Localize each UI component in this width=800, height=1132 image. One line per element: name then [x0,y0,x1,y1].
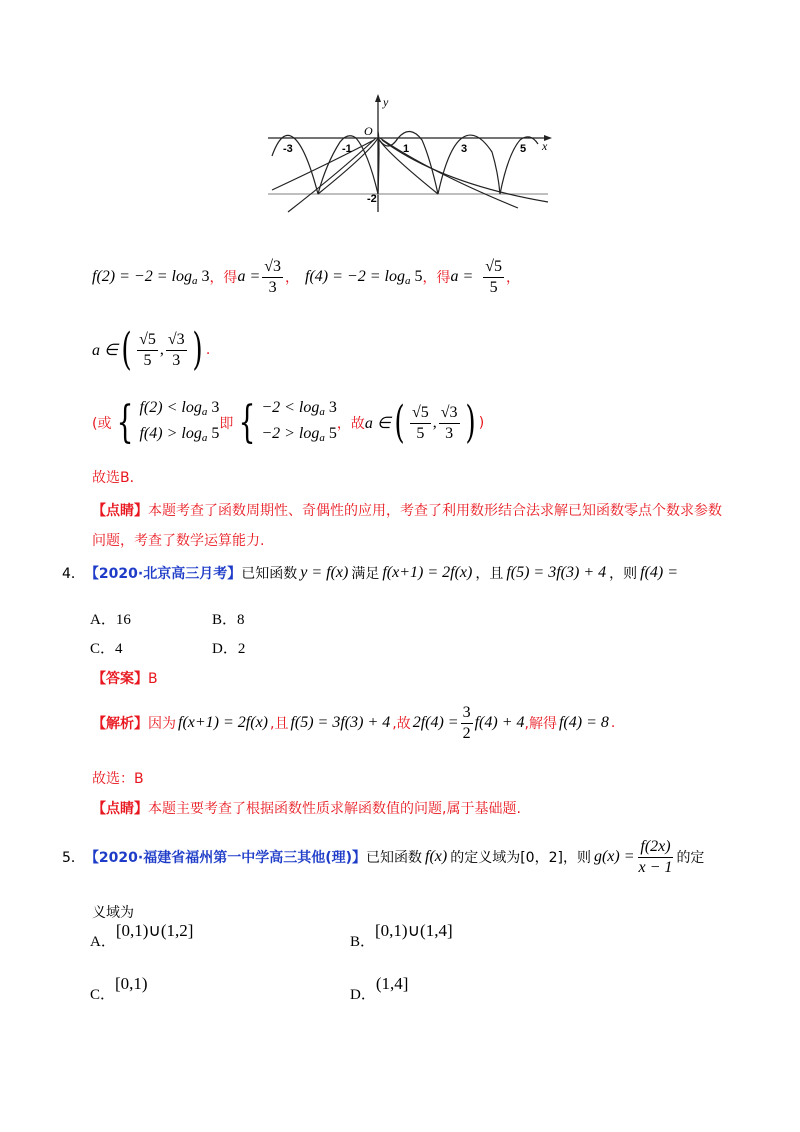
text-comma-2: ， [506,270,521,286]
q4-analysis: 【解析】 因为 f(x+1) = 2f(x) ,且 f(5) = 3f(3) + 4 ,故 2f(4) = $\frac{3}{2}$ f(4) + 4 ,解得 f(4) = 8 . [92,703,616,742]
expr-a-in: a ∈ [92,342,118,359]
expr-gx-lhs: g(x) = [593,848,635,865]
tick-label-neg2: -2 [367,193,377,205]
tick-label-1: 1 [403,143,410,155]
expr-f5: f(5) = 3f(3) + 4 [506,564,607,581]
solution-line-3 [92,398,484,448]
solution-line-2 [92,326,210,374]
question-number: 4． [62,566,85,582]
x-axis-label: x [542,139,548,153]
comment-q3-line1: 【点睛】本题考查了函数周期性、奇偶性的应用，考查了利用数形结合法求解已知函数零点个数求参数 [92,503,722,519]
origin-label: O [364,124,373,138]
frac-sqrt5-over-5-b: $\frac{√5}{5}$ [139,330,156,369]
analysis-expr-3b: f(4) + 4 [474,714,525,731]
expr-fx: f(x) [425,848,448,865]
text-gu: ，故 [336,416,365,432]
q5-option-a[interactable]: A． [0,1)∪(1,2] [90,921,194,950]
left-brace-2: { [238,397,256,448]
stem-text-3: ，且 [475,566,504,582]
right-paren-2: ) [464,397,476,448]
expr-f4-log: $f(4) = -2 = \log_a 5$ [305,267,423,287]
analysis-expr-1: f(x+1) = 2f(x) [178,714,268,731]
question-5-stem [62,832,704,882]
question-source: 【2020·北京高三月考】 [84,566,242,582]
left-paren-2: ( [394,397,405,448]
expr-a-eq-1: a = [237,268,261,285]
stem-text-1: 已知函数 [366,850,423,866]
system-1: $f(2) < \log_a 3$ $f(4) > \log_a 5$ [139,399,220,444]
expr-f4: f(4) = [640,564,679,581]
text-de-2: ，得 [422,270,451,286]
stem-text-2: 的定义域为[0，2]，则 [450,850,591,866]
analysis-expr-2: f(5) = 3f(3) + 4 [290,714,391,731]
tick-label-neg3: -3 [283,143,293,155]
frac-sqrt3-over-3-c: $\frac{√3}{3}$ [440,403,458,442]
expr-fx1: f(x+1) = 2f(x) [382,564,473,581]
frac-f2x-over-x-minus-1: $\frac{f(2x)}{x - 1}$ [638,837,673,876]
text-close-paren: ) [478,415,485,431]
interval-separator: , [159,341,164,358]
comment-q3-line2: 问题，考查了数学运算能力. [92,533,265,549]
q4-answer: 【答案】B [92,671,158,687]
q4-comment: 【点睛】本题主要考查了根据函数性质求解函数值的问题,属于基础题. [92,801,521,817]
question-4-stem [62,555,678,591]
y-axis-label: y [383,95,389,109]
interval-separator-2: , [432,414,437,431]
frac-sqrt3-over-3-b: $\frac{√3}{3}$ [167,330,185,369]
text-or: (或 [92,416,112,432]
q4-option-c[interactable]: C．4 [90,641,123,657]
text-de-1: ，得 [209,270,238,286]
stem-text-4: ，则 [609,566,638,582]
analysis-expr-4: f(4) = 8 [558,714,609,731]
q5-option-c[interactable]: C． [0,1) [90,974,148,1003]
solution-line-1 [92,255,520,299]
left-brace-1: { [117,397,134,448]
frac-sqrt5-over-5: $\frac{√5}{5}$ [485,257,503,296]
q4-option-a[interactable]: A．16 [90,612,131,628]
stem-text-1: 已知函数 [241,566,298,582]
left-paren: ( [121,324,132,375]
stem-text-2: 满足 [351,566,380,582]
q4-answer-line: 故选：B [92,771,144,787]
question-number: 5． [62,850,85,866]
answer-line-q3: 故选B． [92,470,144,486]
question-source: 【2020·福建省福州第一中学高三其他(理)】 [84,850,367,866]
expr-y-fx: y = f(x) [300,564,349,581]
text-period: . [205,342,211,358]
q5-option-b[interactable]: B． [0,1)∪(1,4] [350,921,453,950]
tick-label-5: 5 [520,143,527,155]
q4-option-d[interactable]: D．2 [212,641,246,657]
text-comma-1: ， [285,270,300,286]
frac-3-over-2: $\frac{3}{2}$ [462,703,471,742]
expr-a-in-2: a ∈ [364,415,391,432]
expr-a-eq-2: a = [450,268,474,285]
expr-f2-log: $f(2) = -2 = \log_a 3$ [92,267,210,287]
frac-sqrt3-over-3: $\frac{√3}{3}$ [264,257,282,296]
frac-sqrt5-over-5-c: $\frac{√5}{5}$ [411,403,429,442]
q5-option-d[interactable]: D． (1,4] [350,974,409,1003]
stem-text-3: 的定 [676,850,705,866]
function-graph-figure [262,92,562,220]
system-2: $-2 < \log_a 3$ $-2 > \log_a 5$ [261,399,337,444]
text-ji: 即 [219,416,234,432]
right-paren: ) [192,324,203,375]
stem-text-4: 义域为 [92,905,134,921]
q4-option-b[interactable]: B．8 [212,612,245,628]
tick-label-3: 3 [461,143,468,155]
analysis-expr-3a: 2f(4) = [412,714,459,731]
tick-label-neg1: -1 [342,143,352,155]
